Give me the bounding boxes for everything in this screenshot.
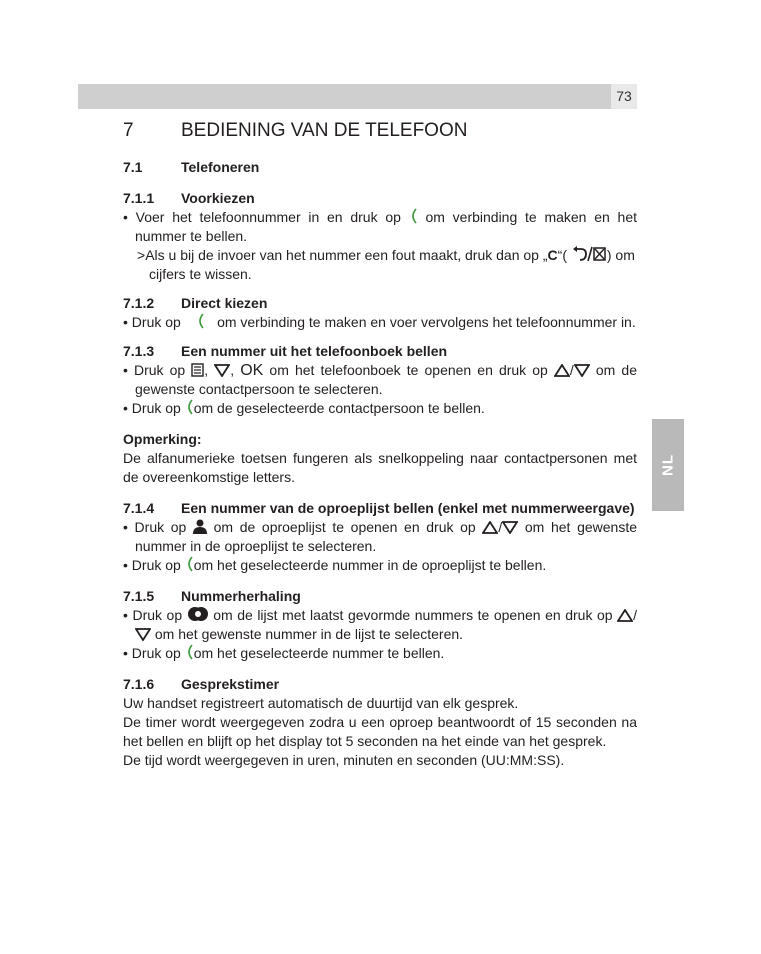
section-number: 7.1.4 (123, 500, 155, 516)
text: om het geselecteerde nummer te bellen. (193, 645, 445, 661)
text: Druk op (131, 645, 181, 661)
page-number: 73 (611, 84, 637, 109)
text: / (569, 362, 574, 378)
ok-key-label: OK (240, 362, 264, 379)
text: Druk op (131, 314, 181, 330)
section-number: 7.1.6 (123, 676, 155, 692)
section-heading-7-1 (123, 158, 637, 177)
section-number: 7.1.3 (123, 343, 155, 359)
call-icon (185, 556, 194, 572)
person-icon (193, 519, 207, 534)
paragraph: De timer wordt weergegeven zodra u een oproep beantwoordt of 15 seconden na het bellen en blijft op het display tot 5 seconden na het einde van het gesprek. (123, 714, 637, 749)
section-heading-7-1-2 (123, 294, 637, 313)
arrow-down-icon (502, 521, 518, 534)
text: om de gewenste contactpersoon te selecteren. (135, 362, 637, 397)
phonebook-icon (191, 363, 204, 377)
header-bar (78, 84, 611, 109)
text: Voer het telefoonnummer in en druk op (135, 209, 401, 225)
text: “( (557, 247, 567, 263)
arrow-up-icon (617, 609, 633, 622)
section-number: 7.1 (123, 159, 143, 175)
call-icon (409, 208, 418, 224)
call-icon (185, 399, 194, 415)
chapter-number: 7 (123, 120, 134, 141)
paragraph: Uw handset registreert automatisch de duurtijd van elk gesprek. (123, 695, 519, 711)
text: / (633, 607, 638, 623)
text: om het telefoonboek te openen en druk op (269, 362, 548, 378)
note-title: Opmerking: (123, 431, 202, 447)
text: Druk op (132, 607, 183, 623)
bullet-item: • Druk op , , OK om het telefoonboek te openen en druk op / om de gewenste contactpersoon te selecteren. (123, 362, 637, 397)
sub-item: >Als u bij de invoer van het nummer een fout maakt, druk dan op „C“( ) om cijfers te wissen. (137, 247, 635, 282)
chapter-title: BEDIENING VAN DE TELEFOON (181, 120, 468, 141)
note-text: De alfanumerieke toetsen fungeren als snelkoppeling naar contactpersonen met de overeenkomstige letters. (123, 450, 637, 485)
bullet-item: • Druk op om het geselecteerde nummer te bellen. (123, 645, 445, 661)
paragraph: De tijd wordt weergegeven in uren, minuten en seconden (UU:MM:SS). (123, 752, 565, 768)
redial-icon (187, 606, 209, 622)
text: Druk op (134, 519, 187, 535)
bullet-item: • Druk op om de lijst met laatst gevormde nummers te openen en druk op / om het gewenste nummer in de lijst te selecteren. (123, 607, 638, 642)
text: Druk op (133, 362, 186, 378)
text: om de geselecteerde contactpersoon te bellen. (193, 400, 485, 416)
bullet-item: • Voer het telefoonnummer in en druk op om verbinding te maken en het nummer te bellen. (123, 209, 638, 244)
text: Druk op (131, 400, 181, 416)
section-heading-7-1-6 (123, 675, 637, 694)
section-heading-7-1-4 (123, 499, 637, 518)
section-title: Een nummer van de oproeplijst bellen (enkel met nummerweergave) (181, 500, 635, 516)
chapter-heading (123, 118, 637, 144)
section-title: Telefoneren (181, 159, 260, 175)
text: om de oproeplijst te openen en druk op (213, 519, 476, 535)
text: om het gewenste nummer in de oproeplijst te selecteren. (135, 519, 637, 554)
section-heading-7-1-1 (123, 189, 637, 208)
section-heading-7-1-5 (123, 587, 637, 606)
section-title: Een nummer uit het telefoonboek bellen (181, 343, 448, 359)
text: om verbinding te maken en het nummer te bellen. (135, 209, 638, 244)
call-icon (185, 644, 194, 660)
arrow-down-icon (214, 364, 230, 377)
section-title: Voorkiezen (181, 190, 255, 206)
text: om het geselecteerde nummer in de oproeplijst te bellen. (193, 557, 547, 573)
bullet-item: • Druk op om verbinding te maken en voer vervolgens het telefoonnummer in. (123, 314, 636, 330)
arrow-down-icon (135, 628, 151, 641)
language-tab-label: NL (659, 454, 677, 476)
arrow-down-icon (574, 364, 590, 377)
text: Druk op (131, 557, 181, 573)
text: om het gewenste nummer in de lijst te selecteren. (154, 626, 464, 642)
section-title: Direct kiezen (181, 295, 268, 311)
section-title: Nummerherhaling (181, 588, 301, 604)
language-tab (652, 419, 684, 511)
text: om de lijst met laatst gevormde nummers te openen en druk op (213, 607, 613, 623)
section-heading-7-1-3 (123, 342, 637, 361)
section-number: 7.1.1 (123, 190, 155, 206)
bullet-item: • Druk op om het geselecteerde nummer in de oproeplijst te bellen. (123, 557, 547, 573)
section-number: 7.1.2 (123, 295, 155, 311)
text: , (204, 362, 209, 378)
section-number: 7.1.5 (123, 588, 155, 604)
back-delete-icon (571, 246, 607, 262)
page-content (123, 118, 637, 770)
c-key-label: C (547, 247, 558, 263)
bullet-item: • Druk op om de oproeplijst te openen en druk op / om het gewenste nummer in de oproeplijst te selecteren. (123, 519, 637, 554)
text: / (498, 519, 503, 535)
call-icon (196, 313, 205, 329)
text: , (230, 362, 235, 378)
text: ) om cijfers te wissen. (149, 247, 635, 282)
arrow-up-icon (554, 364, 570, 377)
section-title: Gesprekstimer (181, 676, 280, 692)
arrow-up-icon (482, 521, 498, 534)
text: Als u bij de invoer van het nummer een fout maakt, druk dan op „ (145, 247, 548, 263)
bullet-item: • Druk op om de geselecteerde contactpersoon te bellen. (123, 400, 485, 416)
text: om verbinding te maken en voer vervolgens het telefoonnummer in. (217, 314, 636, 330)
